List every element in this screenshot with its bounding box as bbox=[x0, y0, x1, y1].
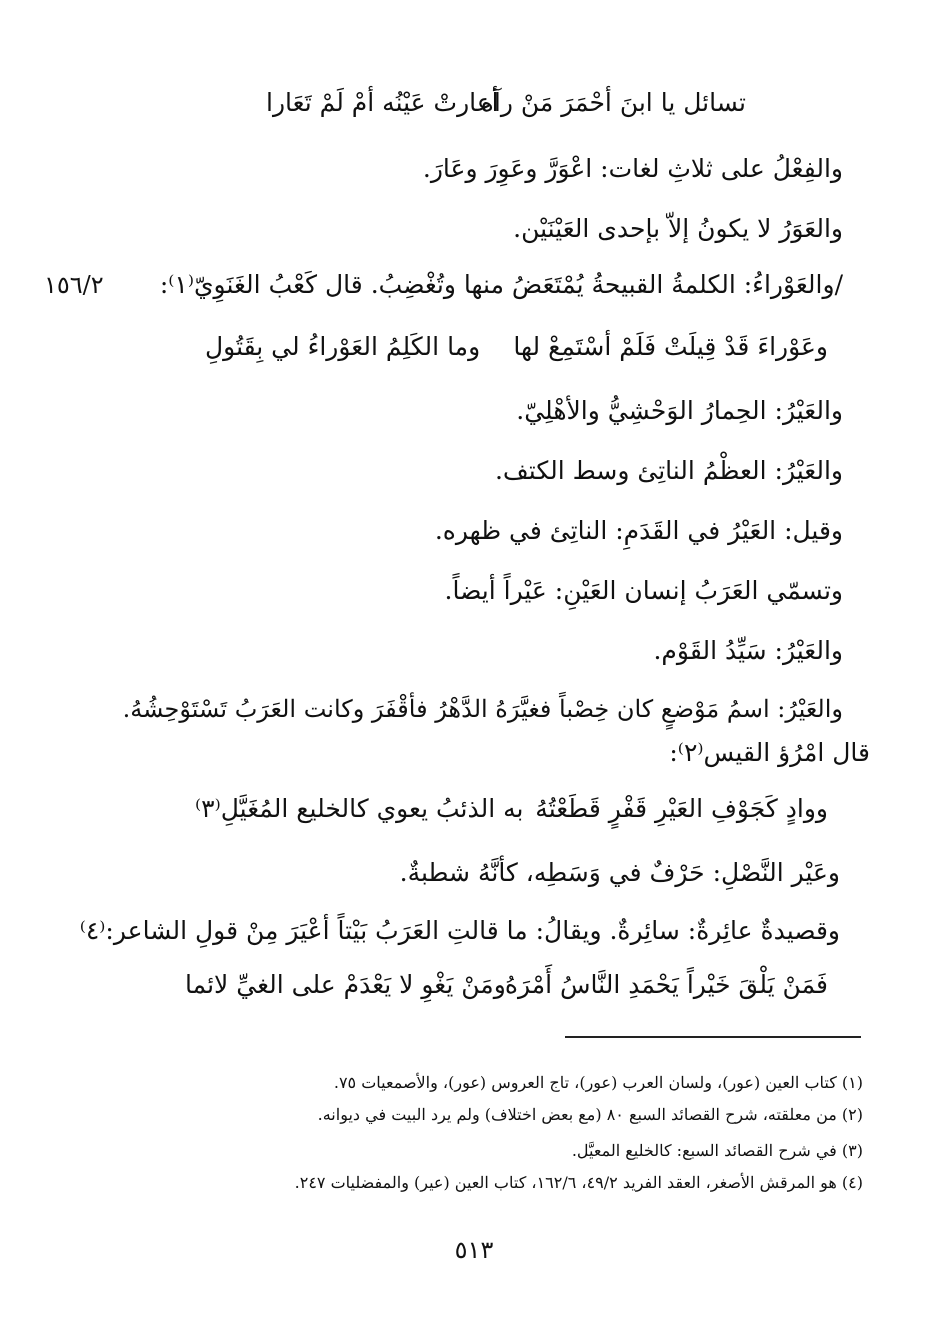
text-line: وقصيدةٌ عائِرةٌ: سائِرةٌ. ويقالُ: ما قالتِ العَرَبُ بَيْتاً أعْيَرَ مِنْ قولِ الشاعر:⁽٤⁾ bbox=[79, 916, 840, 945]
text-line: وقيل: العَيْرُ في القَدَمِ: الناتِئ في ظهره. bbox=[434, 516, 843, 545]
text-line: قال امْرُؤ القيس⁽٢⁾: bbox=[669, 738, 870, 767]
verse-hemistich-left: به الذئبُ يعوي كالخليع المُغَيَّلِ⁽٣⁾ bbox=[195, 794, 524, 823]
margin-reference: ١٥٦/٢ bbox=[44, 271, 104, 299]
text-line: وعَيْر النَّصْلِ: حَرْفٌ في وَسَطِه، كأنَّهُ شطبةٌ. bbox=[399, 858, 840, 887]
verse-line-2 bbox=[0, 330, 948, 364]
verse-hemistich-left: أعارتْ عَيْنُه أمْ لَمْ تَعَارا bbox=[266, 88, 499, 117]
footnote-separator bbox=[565, 1036, 861, 1038]
footnote-3: (٣) في شرح القصائد السبع: كالخليع المعيَّل. bbox=[571, 1141, 863, 1160]
text-line: والعَوَرُ لا يكونُ إلاّ بإحدى العَيْنَيْن. bbox=[513, 214, 843, 243]
verse-hemistich-right: فَمَنْ يَلْقَ خَيْراً يَحْمَدِ النَّاسُ أَمْرَهُ bbox=[504, 970, 828, 999]
verse-hemistich-right: وعَوْراءَ قَدْ قِيلَتْ فَلَمْ أسْتَمِعْ لها bbox=[513, 332, 828, 361]
verse-line-4 bbox=[0, 968, 948, 1002]
verse-line-1 bbox=[0, 86, 948, 120]
text-line: والعَيْرُ: اسمُ مَوْضعٍ كان خِصْباً فغيَّرَهُ الدَّهْرُ فأقْفَرَ وكانت العَرَبُ تَسْتَوْحِشُهُ. bbox=[122, 695, 843, 723]
text-line: والعَيْرُ: العظْمُ الناتِئ وسط الكتف. bbox=[494, 456, 843, 485]
text-line: والعَيْرُ: سَيِّدُ القَوْم. bbox=[653, 636, 843, 665]
verse-hemistich-right: تسائل يا ابنَ أحْمَرَ مَنْ رآه bbox=[480, 88, 746, 117]
footnote-4: (٤) هو المرقش الأصغر، العقد الفريد ٤٩/٢، ١٦٢/٦، كتاب العين (عير) والمفضليات ٢٤٧. bbox=[294, 1173, 863, 1192]
page-number: ٥١٣ bbox=[454, 1236, 494, 1264]
verse-hemistich-left: ومَنْ يَغْوِ لا يَعْدَمْ على الغيِّ لائما bbox=[185, 970, 506, 999]
text-line: /والعَوْراءُ: الكلمةُ القبيحةُ يُمْتَعَضُ منها وتُغْضِبُ. قال كَعْبُ الغَنَوِيّ⁽١⁾: bbox=[159, 270, 843, 299]
verse-hemistich-right: ووادٍ كَجَوْفِ العَيْرِ قَفْرٍ قَطَعْتُهُ bbox=[535, 794, 828, 823]
text-line: وتسمّي العَرَبُ إنسان العَيْنِ: عَيْراً أيضاً. bbox=[444, 576, 843, 605]
verse-hemistich-left: وما الكَلِمُ العَوْراءُ لي بِقَتُولِ bbox=[205, 332, 481, 361]
footnote-1: (١) كتاب العين (عور)، ولسان العرب (عور)، تاج العروس (عور)، والأصمعيات ٧٥. bbox=[333, 1073, 863, 1092]
footnote-2: (٢) من معلقته، شرح القصائد السبع ٨٠ (مع بعض اختلاف) ولم يرد البيت في ديوانه. bbox=[317, 1105, 863, 1124]
verse-line-3 bbox=[0, 792, 948, 826]
text-line: والفِعْلُ على ثلاثِ لغات: اعْوَرَّ وعَوِرَ وعَارَ. bbox=[422, 154, 843, 183]
text-line: والعَيْرُ: الحِمارُ الوَحْشِيُّ والأهْلِيّ. bbox=[516, 396, 843, 425]
